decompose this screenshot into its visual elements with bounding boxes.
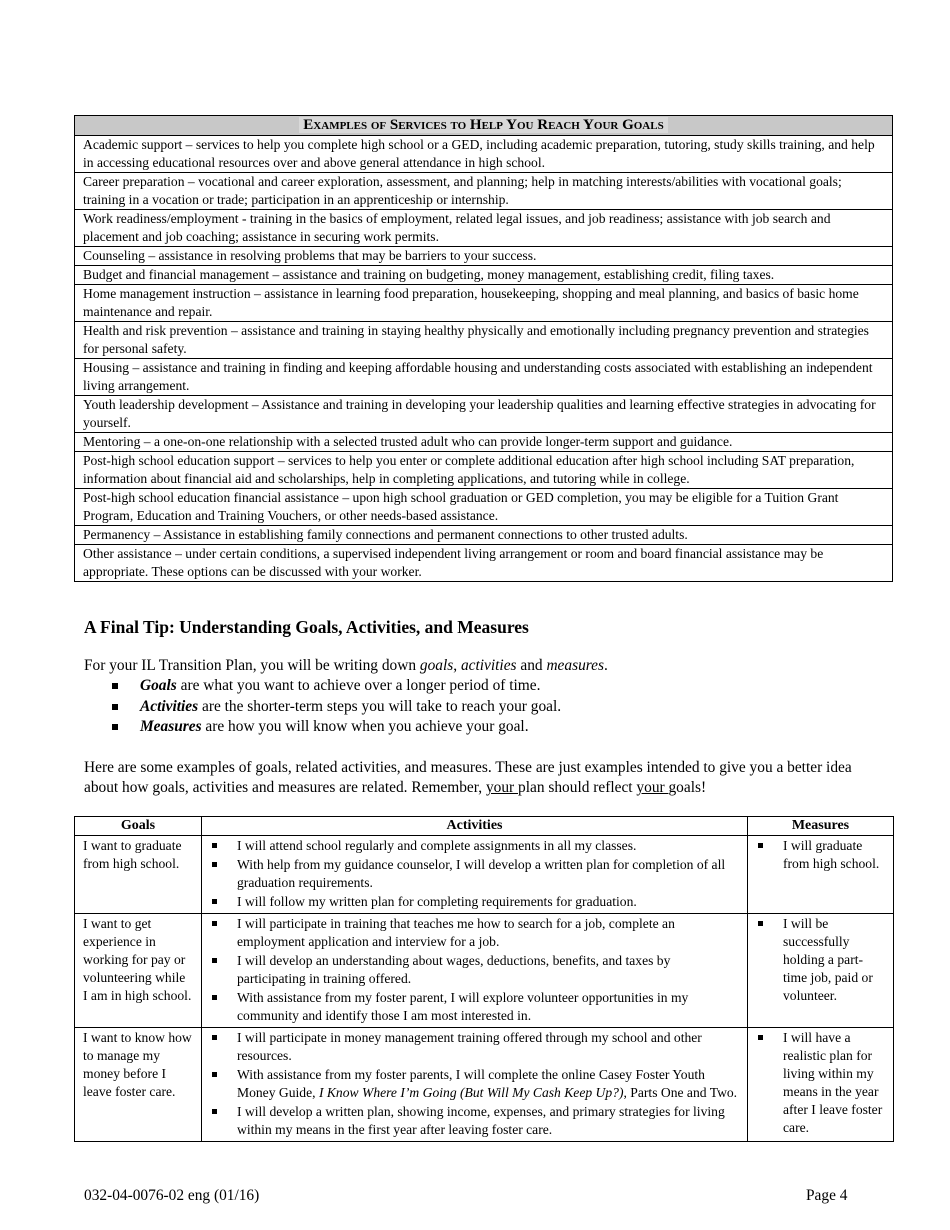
- service-row-other: Other assistance – under certain conditions, a supervised independent living arrangement or room and board financial assistance may be appropriate. These options can be discussed with your worker.: [75, 545, 893, 582]
- activity-item: I will participate in training that teaches me how to search for a job, complete an employment application and interview for a job.: [210, 915, 741, 951]
- goals-activities-measures-table: [74, 816, 894, 1142]
- activity-item: I will participate in money management training offered through my school and other resources.: [210, 1029, 741, 1065]
- definition-activities: Activities are the shorter-term steps you will take to reach your goal.: [112, 697, 561, 718]
- activities-cell: [202, 914, 748, 1028]
- measures-cell: [748, 914, 894, 1028]
- header-activities: Activities: [202, 817, 748, 836]
- activity-item: I will attend school regularly and complete assignments in all my classes.: [210, 837, 741, 855]
- goal-row-money-management: [75, 1028, 894, 1142]
- goal-row-graduate: [75, 836, 894, 914]
- bullet-square-icon: [112, 683, 118, 689]
- page-number: Page 4: [806, 1187, 848, 1204]
- goal-cell: I want to graduate from high school.: [75, 836, 202, 914]
- service-row-mentoring: Mentoring – a one-on-one relationship with a selected trusted adult who can provide longer-term support and guidance.: [75, 433, 893, 452]
- bullet-square-icon: [212, 899, 217, 904]
- activities-list: [210, 915, 741, 1025]
- bullet-square-icon: [758, 843, 763, 848]
- service-row-home-management: Home management instruction – assistance in learning food preparation, housekeeping, shopping and meal planning, and basics of basic home maintenance and repair.: [75, 285, 893, 322]
- activity-item: I will follow my written plan for completing requirements for graduation.: [210, 893, 741, 911]
- bullet-square-icon: [212, 995, 217, 1000]
- activities-cell: [202, 836, 748, 914]
- service-row-permanency: Permanency – Assistance in establishing family connections and permanent connections to other trusted adults.: [75, 526, 893, 545]
- service-row-post-high-school-support: Post-high school education support – services to help you enter or complete additional education after high school including SAT preparation, information about financial aid and scholarships, help in completing applications, and tutoring while in college.: [75, 452, 893, 489]
- header-goals: Goals: [75, 817, 202, 836]
- examples-paragraph: Here are some examples of goals, related activities, and measures. These are just examples intended to give you a better idea about how goals, activities and measures are related. Remember, your plan should reflect your goals!: [84, 759, 852, 796]
- measure-item: I will be successfully holding a part-time job, paid or volunteer.: [756, 915, 887, 1005]
- services-table-title: Examples of Services to Help You Reach Your Goals: [75, 116, 893, 136]
- bullet-square-icon: [212, 1072, 217, 1077]
- service-row-youth-leadership: Youth leadership development – Assistance and training in developing your leadership qualities and learning effective strategies in advocating for yourself.: [75, 396, 893, 433]
- definitions-list: [112, 676, 561, 738]
- bullet-square-icon: [212, 1035, 217, 1040]
- tip-intro: For your IL Transition Plan, you will be writing down goals, activities and measures.: [84, 657, 608, 674]
- activities-cell: [202, 1028, 748, 1142]
- activity-item: With assistance from my foster parent, I will explore volunteer opportunities in my community and identify those I am most interested in.: [210, 989, 741, 1025]
- measure-item: I will graduate from high school.: [756, 837, 887, 873]
- goal-cell: I want to know how to manage my money before I leave foster care.: [75, 1028, 202, 1142]
- definition-measures: Measures are how you will know when you achieve your goal.: [112, 717, 561, 738]
- service-row-counseling: Counseling – assistance in resolving problems that may be barriers to your success.: [75, 247, 893, 266]
- bullet-square-icon: [758, 1035, 763, 1040]
- measures-cell: [748, 1028, 894, 1142]
- service-row-work-readiness: Work readiness/employment - training in the basics of employment, related legal issues, and job readiness; assistance with job search and placement and job coaching; assistance in securing work permits.: [75, 210, 893, 247]
- service-row-housing: Housing – assistance and training in finding and keeping affordable housing and understanding costs associated with establishing an independent living arrangement.: [75, 359, 893, 396]
- bullet-square-icon: [212, 843, 217, 848]
- definition-goals: Goals are what you want to achieve over a longer period of time.: [112, 676, 561, 697]
- goals-table-header: [75, 817, 894, 836]
- goal-cell: I want to get experience in working for pay or volunteering while I am in high school.: [75, 914, 202, 1028]
- bullet-square-icon: [212, 921, 217, 926]
- activity-item: With assistance from my foster parents, I will complete the online Casey Foster Youth Money Guide, I Know Where I’m Going (But Will My Cash Keep Up?), Parts One and Two.: [210, 1066, 741, 1102]
- service-row-post-high-school-financial: Post-high school education financial assistance – upon high school graduation or GED completion, you may be eligible for a Tuition Grant Program, Education and Training Vouchers, or other needs-based assistance.: [75, 489, 893, 526]
- service-row-academic: Academic support – services to help you complete high school or a GED, including academic preparation, tutoring, study skills training, and help in accessing educational resources over and above general attendance in high school.: [75, 136, 893, 173]
- activities-list: [210, 837, 741, 911]
- activity-item: I will develop an understanding about wages, deductions, benefits, and taxes by participating in training offered.: [210, 952, 741, 988]
- form-number: 032-04-0076-02 eng (01/16): [84, 1187, 260, 1204]
- bullet-square-icon: [212, 862, 217, 867]
- measures-cell: [748, 836, 894, 914]
- activity-item: I will develop a written plan, showing income, expenses, and primary strategies for living within my means in the first year after leaving foster care.: [210, 1103, 741, 1139]
- bullet-square-icon: [758, 921, 763, 926]
- final-tip-heading: A Final Tip: Understanding Goals, Activities, and Measures: [84, 617, 529, 637]
- bullet-square-icon: [112, 724, 118, 730]
- header-measures: Measures: [748, 817, 894, 836]
- goal-row-work-experience: [75, 914, 894, 1028]
- measure-item: I will have a realistic plan for living within my means in the year after I leave foster care.: [756, 1029, 887, 1137]
- service-row-budget: Budget and financial management – assistance and training on budgeting, money management, establishing credit, filing taxes.: [75, 266, 893, 285]
- activity-item: With help from my guidance counselor, I will develop a written plan for completion of all graduation requirements.: [210, 856, 741, 892]
- service-row-health: Health and risk prevention – assistance and training in staying healthy physically and emotionally including pregnancy prevention and strategies for personal safety.: [75, 322, 893, 359]
- bullet-square-icon: [212, 1109, 217, 1114]
- bullet-square-icon: [112, 704, 118, 710]
- services-table: [74, 115, 893, 582]
- service-row-career: Career preparation – vocational and career exploration, assessment, and planning; help in matching interests/abilities with vocational goals; training in a vocation or trade; participation in an apprenticeship or internship.: [75, 173, 893, 210]
- bullet-square-icon: [212, 958, 217, 963]
- activities-list: [210, 1029, 741, 1139]
